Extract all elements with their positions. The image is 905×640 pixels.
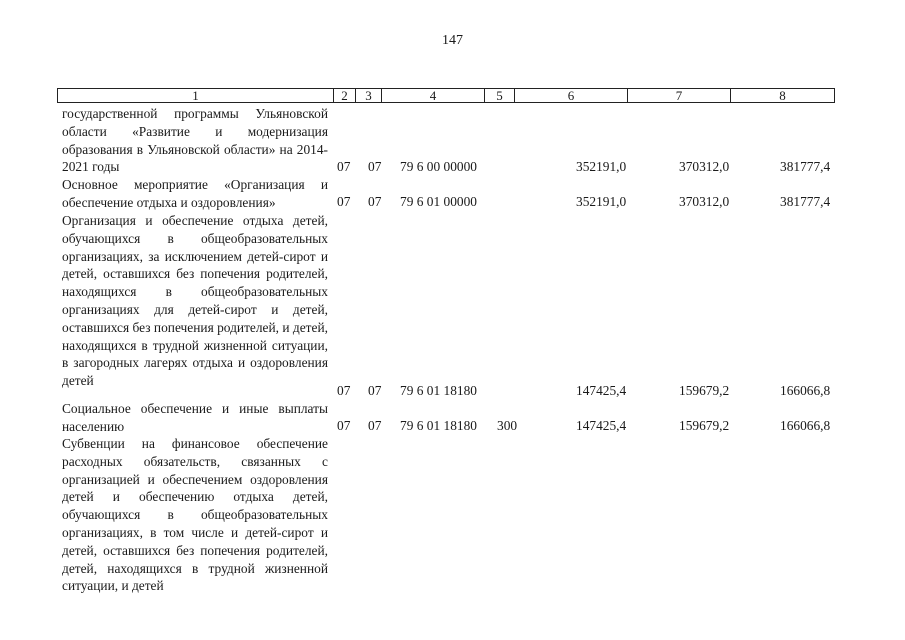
row-amount-col8: 166066,8 (780, 418, 831, 433)
row-amount-col6: 352191,0 (576, 159, 627, 174)
header-col-1: 1 (58, 89, 334, 103)
row-amount-col8: 166066,8 (780, 383, 831, 398)
row-target-code: 79 6 00 00000 (400, 159, 477, 174)
row-target-code: 79 6 01 00000 (400, 194, 477, 209)
header-col-2: 2 (334, 89, 356, 103)
header-col-6: 6 (515, 89, 628, 103)
row-section: 07 (337, 159, 351, 174)
header-col-7: 7 (628, 89, 731, 103)
row-section: 07 (337, 383, 351, 398)
row-description: государственной программы Ульяновской области «Развитие и модернизация образования в Ульяновской области» на 2014-2021 годы (62, 106, 328, 175)
row-amount-col7: 159679,2 (679, 418, 730, 433)
row-amount-col7: 370312,0 (679, 159, 730, 174)
table-header (57, 88, 835, 103)
row-description: Субвенции на финансовое обеспечение расходных обязательств, связанных с организацией и обеспечением оздоровления детей и обеспечению отдыха детей, обучающихся в общеобразовательных организациях, в том числе и детей-сирот и детей, оставшихся без попечения родителей, детей, находящихся в трудной жизненной ситуации, и детей (62, 436, 328, 594)
row-target-code: 79 6 01 18180 (400, 383, 477, 398)
row-amount-col6: 352191,0 (576, 194, 627, 209)
row-description: Организация и обеспечение отдыха детей, обучающихся в общеобразовательных организациях, за исключением детей-сирот и детей, оставшихся без попечения родителей, находящихся в общеобразовательных организациях для детей-сирот и детей, оставшихся без попечения родителей, и детей, находящихся в трудной жизненной ситуации, в загородных лагерях отдыха и оздоровления детей (62, 213, 328, 389)
row-expense-type: 300 (497, 418, 518, 433)
row-subsection: 07 (368, 418, 382, 433)
row-description: Социальное обеспечение и иные выплаты населению (62, 401, 328, 434)
row-amount-col8: 381777,4 (780, 194, 831, 209)
row-section: 07 (337, 194, 351, 209)
page-number: 147 (442, 33, 463, 48)
row-section: 07 (337, 418, 351, 433)
row-subsection: 07 (368, 383, 382, 398)
row-target-code: 79 6 01 18180 (400, 418, 477, 433)
header-col-8: 8 (731, 89, 835, 103)
header-col-4: 4 (382, 89, 485, 103)
row-amount-col8: 381777,4 (780, 159, 831, 174)
row-amount-col7: 159679,2 (679, 383, 730, 398)
row-amount-col6: 147425,4 (576, 418, 627, 433)
row-amount-col6: 147425,4 (576, 383, 627, 398)
row-amount-col7: 370312,0 (679, 194, 730, 209)
header-col-5: 5 (485, 89, 515, 103)
row-description: Основное мероприятие «Организация и обеспечение отдыха и оздоровления» (62, 177, 328, 210)
header-col-3: 3 (356, 89, 382, 103)
row-subsection: 07 (368, 194, 382, 209)
row-subsection: 07 (368, 159, 382, 174)
